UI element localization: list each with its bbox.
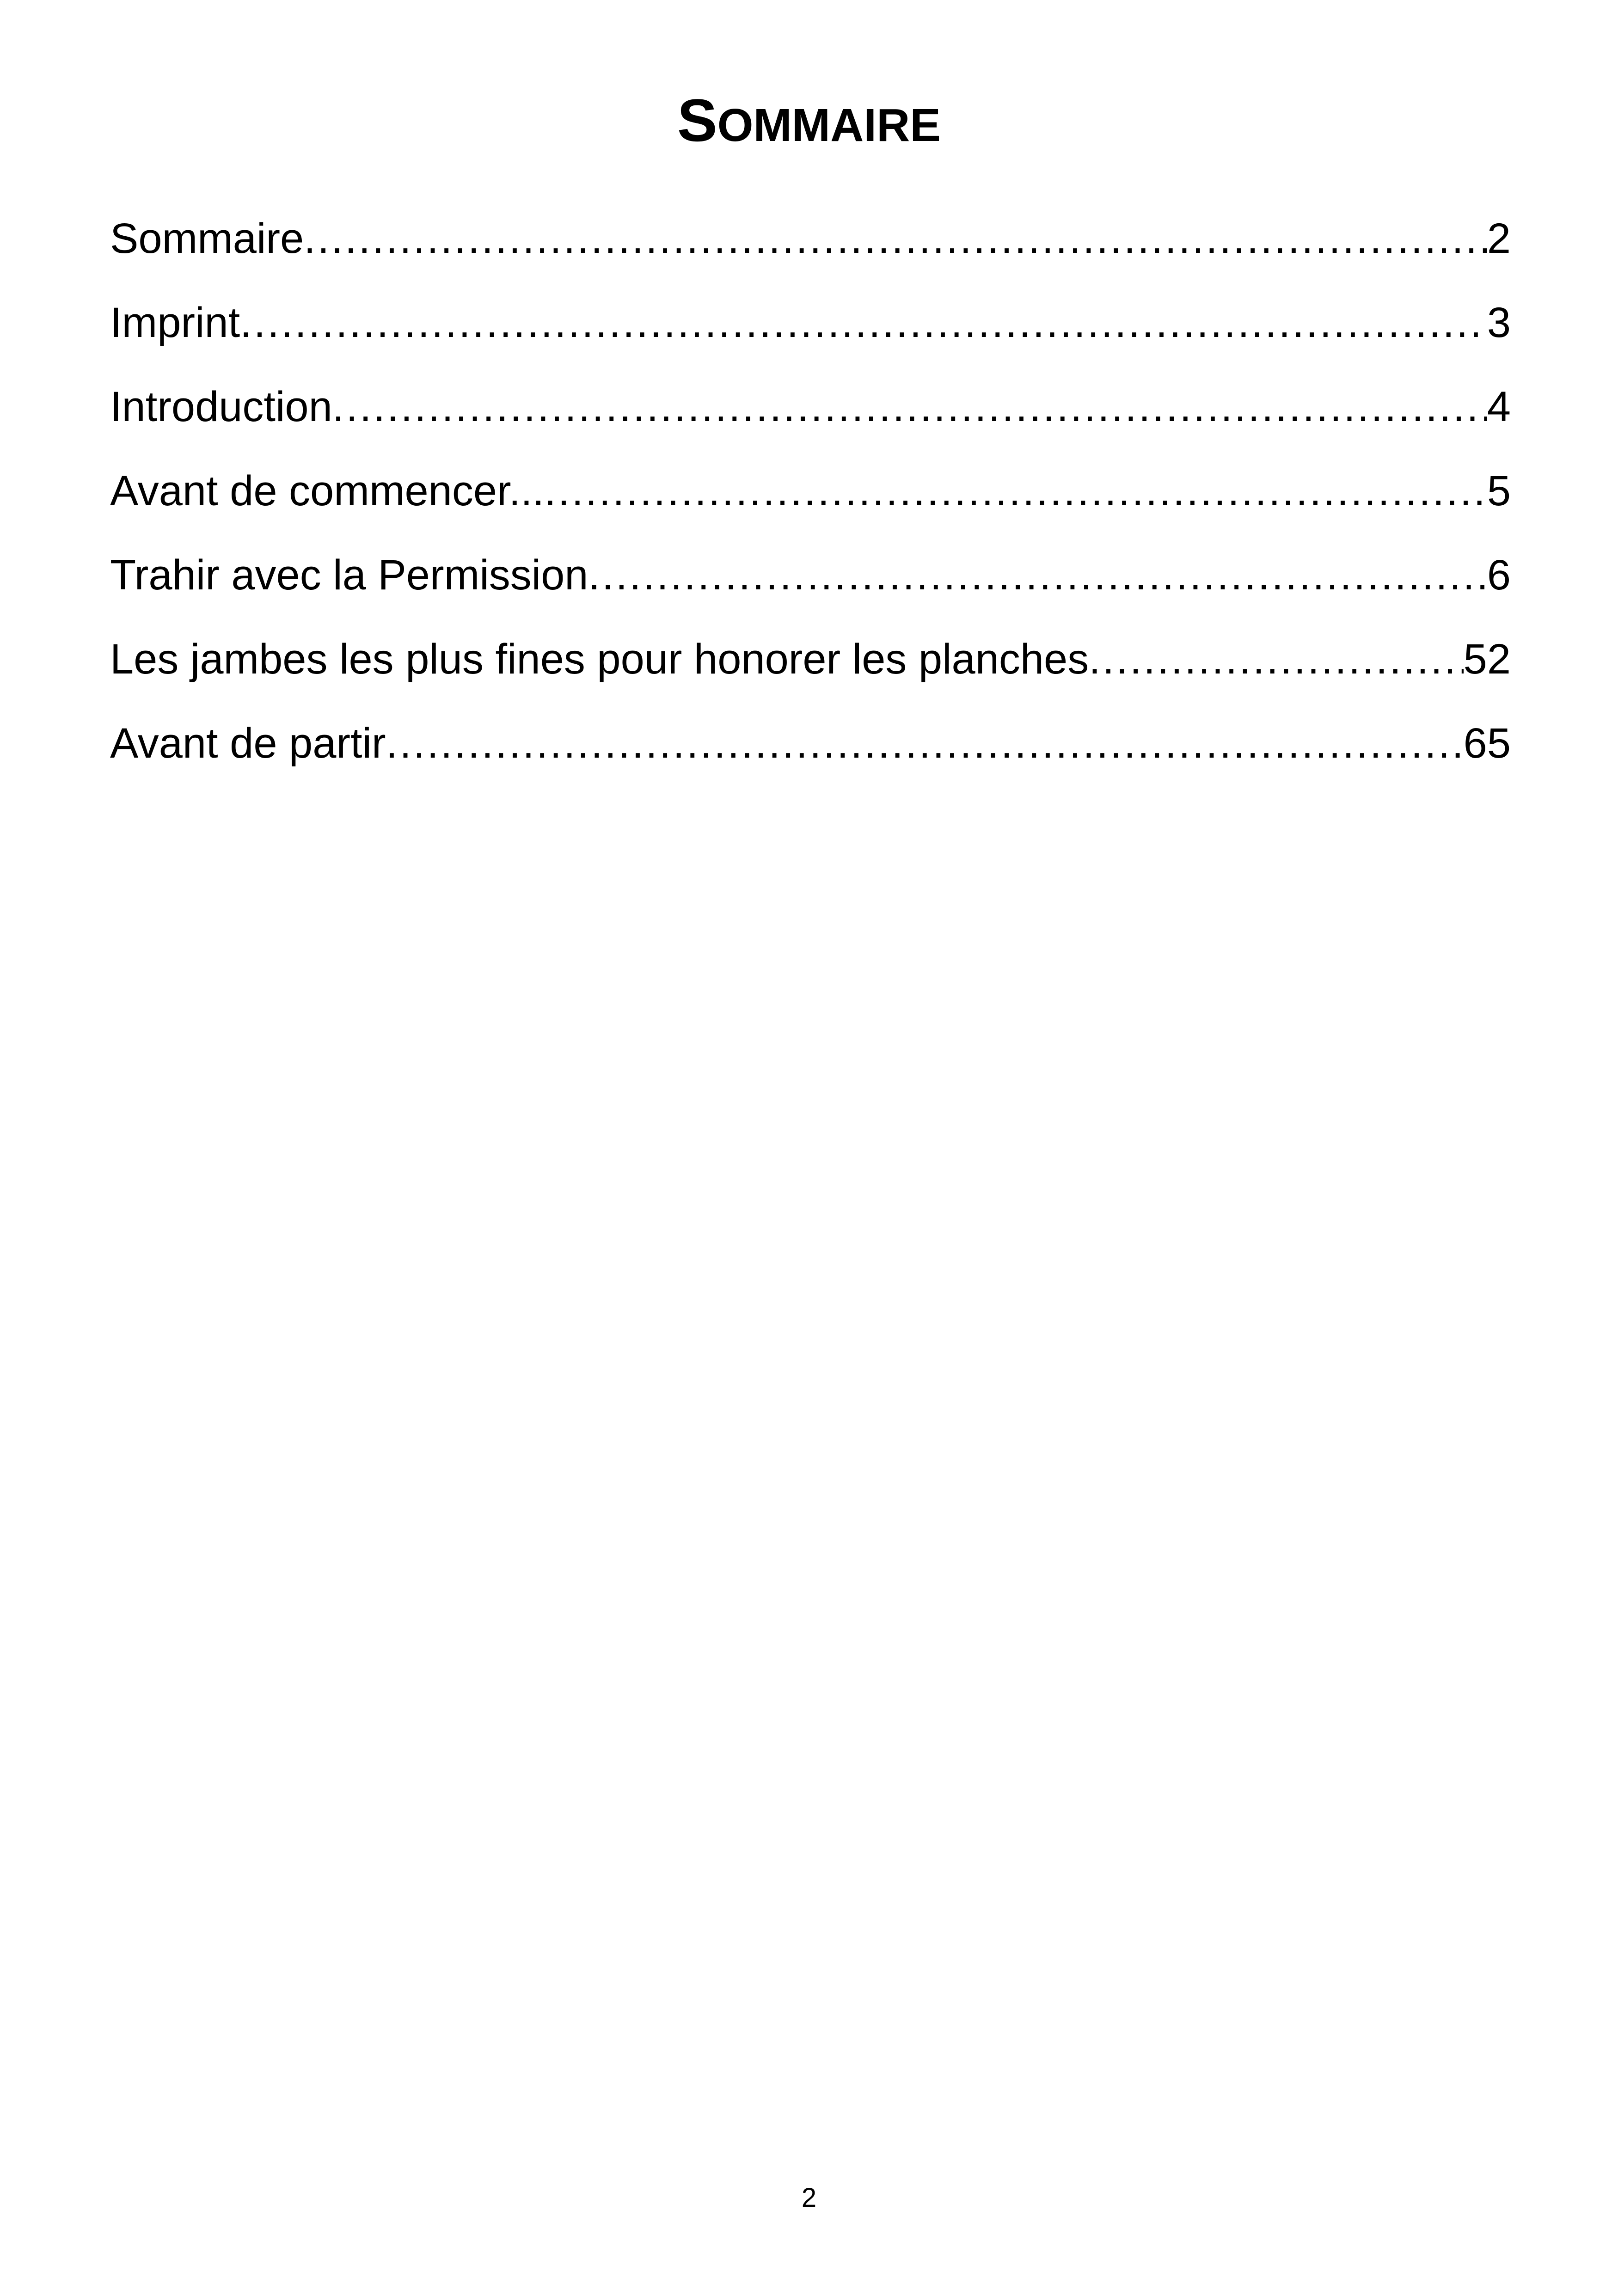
toc-entry-trahir-avec-la-permission[interactable] (110, 533, 1511, 617)
toc-entry-avant-de-commencer[interactable] (110, 449, 1511, 533)
toc-entry-les-jambes-les-plus-fines[interactable] (110, 617, 1511, 701)
toc-entry-sommaire[interactable] (110, 196, 1511, 281)
toc-leader-dots (1089, 617, 1463, 701)
toc-entry-label: Avant de partir (110, 720, 386, 767)
toc-entry-avant-de-partir[interactable] (110, 701, 1511, 785)
toc-entry-label: Introduction (110, 383, 332, 430)
toc-leader-dots (332, 365, 1487, 449)
toc-leader-dots (304, 196, 1487, 281)
toc-leader-dots (544, 449, 1487, 533)
page-number: 2 (801, 2183, 817, 2213)
toc-entry-page: 5 (1487, 467, 1511, 514)
toc-entry-label: Trahir avec la Permission (110, 551, 588, 599)
toc-entry-label: Imprint (110, 299, 240, 346)
toc-entry-page: 2 (1487, 215, 1511, 262)
toc-leader-dots (240, 281, 1487, 365)
toc-entry-label: Les jambes les plus fines pour honorer les planches (110, 636, 1089, 683)
toc-entry-page: 52 (1463, 636, 1511, 683)
toc-entry-label: Avant de commencer... (110, 467, 545, 514)
title-rest: OMMAIRE (717, 99, 941, 151)
toc-entry-page: 3 (1487, 299, 1511, 346)
toc-entry-page: 6 (1487, 551, 1511, 599)
page-title (0, 83, 1618, 162)
table-of-contents (110, 196, 1511, 785)
toc-entry-page: 4 (1487, 383, 1511, 430)
toc-entry-imprint[interactable] (110, 281, 1511, 365)
toc-entry-introduction[interactable] (110, 365, 1511, 449)
toc-entry-label: Sommaire (110, 215, 304, 262)
toc-leader-dots (588, 533, 1487, 617)
toc-leader-dots (386, 701, 1464, 785)
toc-entry-page: 65 (1463, 720, 1511, 767)
title-initial: S (677, 86, 717, 154)
